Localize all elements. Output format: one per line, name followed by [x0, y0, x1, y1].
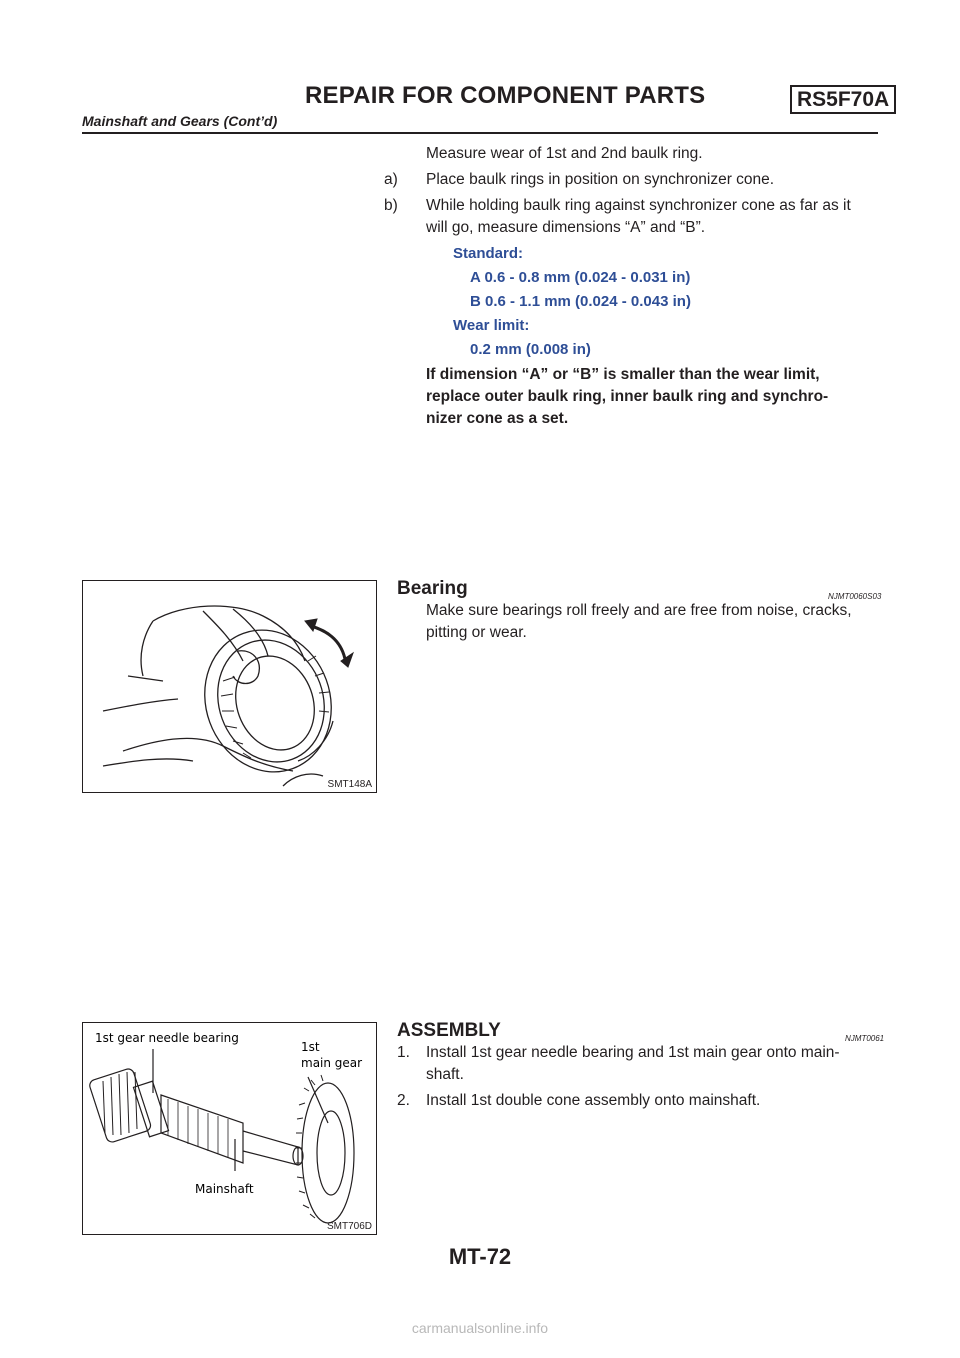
step-a-text: Place baulk rings in position on synchronizer cone.: [426, 171, 775, 188]
step-1-text-1: Install 1st gear needle bearing and 1st main gear onto main-: [426, 1044, 840, 1061]
wear-limit-label: Wear limit:: [453, 317, 530, 334]
bearing-figure: [82, 580, 377, 793]
step-2-marker: 2.: [397, 1092, 410, 1109]
assembly-code: NJMT0061: [845, 1034, 885, 1043]
label-1st-gear-line2: main gear: [301, 1056, 363, 1070]
standard-label: Standard:: [453, 245, 524, 262]
assembly-figure: [82, 1022, 377, 1235]
bearing-heading: Bearing: [397, 578, 468, 599]
header-rule: [82, 132, 878, 134]
bearing-figure-id: SMT148A: [327, 779, 372, 790]
label-needle-bearing: 1st gear needle bearing: [95, 1031, 239, 1045]
label-mainshaft: Mainshaft: [195, 1182, 254, 1196]
assembly-heading: ASSEMBLY: [397, 1020, 501, 1041]
standard-b: B 0.6 - 1.1 mm (0.024 - 0.043 in): [470, 293, 691, 310]
step-1-marker: 1.: [397, 1044, 410, 1061]
model-badge: RS5F70A: [790, 85, 896, 114]
step-b-text-2: will go, measure dimensions “A” and “B”.: [426, 219, 706, 236]
warning-line-2: replace outer baulk ring, inner baulk ring and synchro-: [426, 388, 829, 405]
assembly-figure-id: SMT706D: [326, 1221, 372, 1232]
baulk-intro: Measure wear of 1st and 2nd baulk ring.: [426, 145, 703, 162]
label-1st-gear-line1: 1st: [301, 1040, 320, 1054]
wear-limit-value: 0.2 mm (0.008 in): [470, 341, 591, 358]
step-a-marker: a): [384, 171, 398, 188]
bearing-text-1: Make sure bearings roll freely and are free from noise, cracks,: [426, 602, 852, 619]
mainshaft-illustration: [83, 1023, 376, 1234]
page-number: MT-72: [448, 1244, 512, 1269]
warning-line-1: If dimension “A” or “B” is smaller than the wear limit,: [426, 366, 820, 383]
step-b-text-1: While holding baulk ring against synchronizer cone as far as it: [426, 197, 851, 214]
bearing-text-2: pitting or wear.: [426, 624, 527, 641]
step-2-text: Install 1st double cone assembly onto mainshaft.: [426, 1092, 761, 1109]
bearing-illustration: [83, 581, 376, 792]
bearing-code: NJMT0060S03: [828, 592, 882, 601]
standard-a: A 0.6 - 0.8 mm (0.024 - 0.031 in): [470, 269, 691, 286]
warning-line-3: nizer cone as a set.: [426, 410, 569, 427]
step-1-text-2: shaft.: [426, 1066, 464, 1083]
page-title: REPAIR FOR COMPONENT PARTS: [305, 82, 706, 109]
page-subtitle: Mainshaft and Gears (Cont’d): [82, 113, 278, 129]
watermark: carmanualsonline.info: [411, 1320, 549, 1336]
step-b-marker: b): [384, 197, 398, 214]
